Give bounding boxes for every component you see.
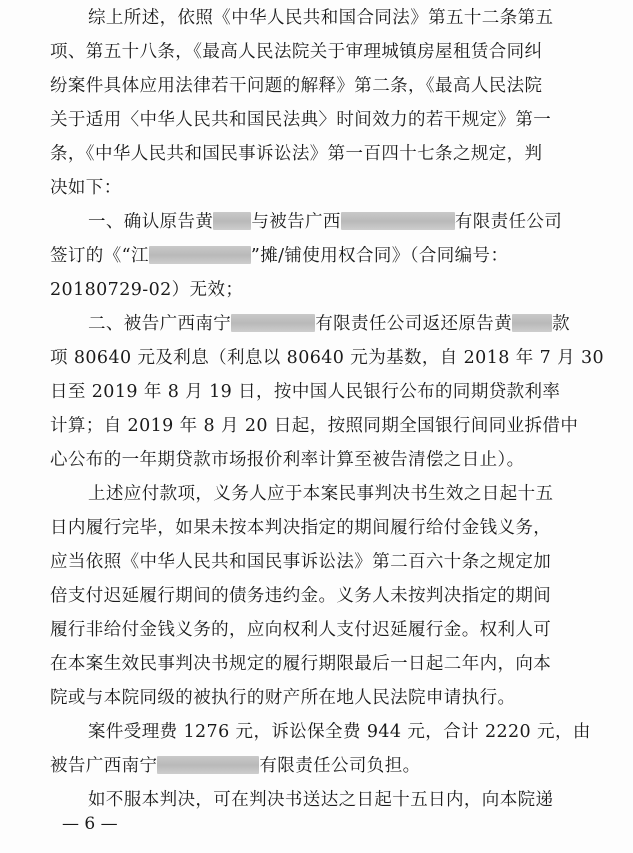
paragraph-line: 决如下： — [50, 178, 122, 198]
redaction-block — [231, 314, 315, 332]
paragraph-line: 日内履行完毕，如果未按本判决指定的期间履行给付金钱义务， — [50, 518, 552, 538]
paragraph-line: 项、第五十八条，《最高人民法院关于审理城镇房屋租赁合同纠 — [50, 42, 543, 62]
redaction-block — [512, 314, 552, 332]
text-segment: 与被告广西 — [251, 212, 341, 232]
paragraph-line: 日至 2019 年 8 月 19 日，按中国人民银行公布的同期贷款利率 — [50, 382, 561, 402]
paragraph-line: 应当依照《中华人民共和国民事诉讼法》第二百六十条之规定加 — [50, 552, 552, 572]
text-segment: 二、被告广西南宁 — [88, 314, 232, 334]
paragraph-line: 倍支付迟延履行期间的债务违约金。义务人未按判决指定的期间 — [50, 586, 552, 606]
text-segment: 有限责任公司负担。 — [259, 756, 421, 776]
redaction-block — [213, 212, 251, 230]
paragraph-line: 在本案生效民事判决书规定的履行期限最后一日起二年内，向本 — [50, 654, 552, 674]
paragraph-line: 心公布的一年期贷款市场报价利率计算至被告清偿之日止）。 — [50, 450, 525, 470]
paragraph-line: 纷案件具体应用法律若干问题的解释》第二条，《最高人民法院 — [50, 76, 543, 96]
text-segment: ”摊/铺使用权合同》（合同编号： — [250, 246, 509, 266]
judgment-item-2-line — [88, 314, 590, 334]
paragraph-line: 20180729-02）无效； — [50, 280, 244, 300]
text-segment: 签订的《“江 — [50, 246, 149, 266]
paragraph-line: 关于适用〈中华人民共和国民法典〉时间效力的若干规定》第一 — [50, 110, 552, 130]
text-segment: 有限责任公司 — [454, 212, 563, 232]
redaction-block — [341, 212, 455, 230]
text-segment: 款 — [552, 314, 571, 334]
paragraph-line: 项 80640 元及利息（利息以 80640 元为基数，自 2018 年 7 月 30 — [50, 348, 605, 368]
judgment-item-1-line — [88, 212, 590, 232]
judgment-item-1-line — [50, 246, 590, 266]
paragraph-line: 计算；自 2019 年 8 月 20 日起，按照同期全国银行间同业拆借中 — [50, 416, 579, 436]
paragraph-line: 条，《中华人民共和国民事诉讼法》第一百四十七条之规定，判 — [50, 144, 543, 164]
text-segment: 被告广西南宁 — [50, 756, 158, 776]
text-segment: 有限责任公司返还原告黄 — [315, 314, 513, 334]
paragraph-line: 综上所述，依照《中华人民共和国合同法》第五十二条第五 — [88, 8, 554, 28]
text-segment: 一、确认原告黄 — [88, 212, 214, 232]
redaction-block — [149, 246, 251, 264]
cost-line — [50, 756, 590, 776]
paragraph-line: 上述应付款项，义务人应于本案民事判决书生效之日起十五 — [88, 484, 554, 504]
page-number: — 6 — — [62, 814, 118, 834]
paragraph-line: 院或与本院同级的被执行的财产所在地人民法院申请执行。 — [50, 688, 516, 708]
paragraph-line: 履行非给付金钱义务的，应向权利人支付迟延履行金。权利人可 — [50, 620, 552, 640]
redaction-block — [157, 756, 259, 774]
paragraph-line: 案件受理费 1276 元，诉讼保全费 944 元，合计 2220 元，由 — [88, 722, 591, 742]
paragraph-line: 如不服本判决，可在判决书送达之日起十五日内，向本院递 — [88, 790, 554, 810]
